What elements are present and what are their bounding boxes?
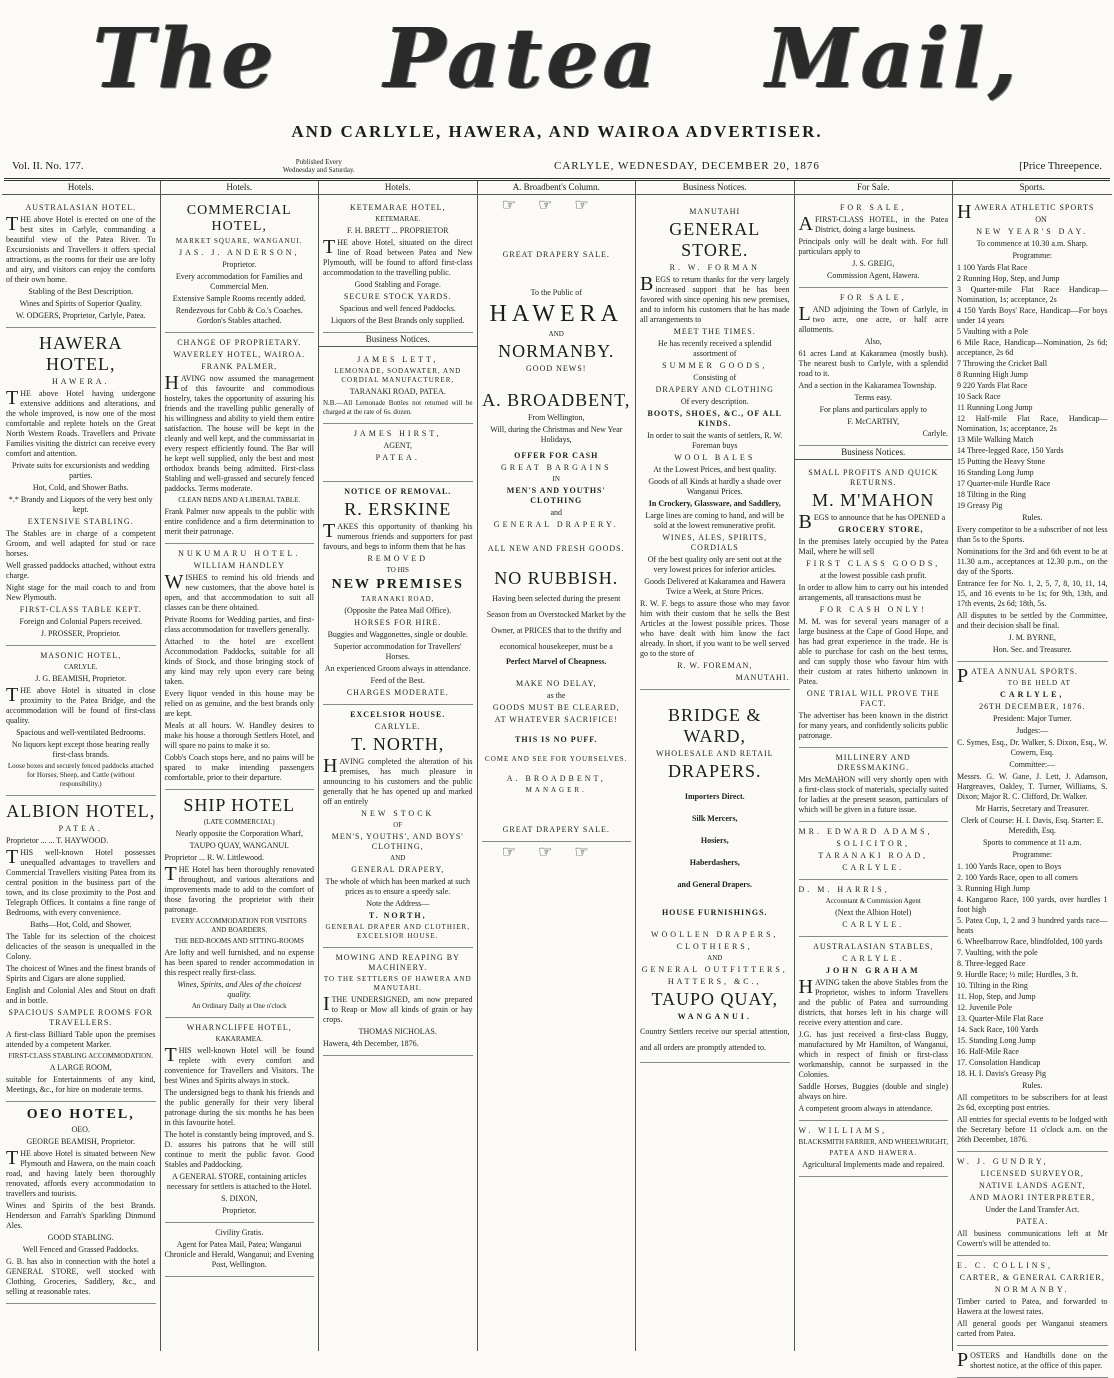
programme-item: 10. Tilting in the Ring	[957, 981, 1028, 990]
advert-williams-blacksmith: W. WILLIAMS, BLACKSMITH FARRIER, AND WHEELWRIGHT, PATEA AND HAWERA. Agricultural Implements made and repaired.	[799, 1121, 949, 1177]
programme-item: 13. Quarter-Mile Flat Race	[957, 1014, 1044, 1023]
column-subheading: Business Notices.	[319, 333, 477, 347]
advert-oeo-hotel: OEO HOTEL, OEO. GEORGE BEAMISH, Proprietor. THE above Hotel is situated between New Plymouth and Hawera, on the main coach road, and having lately been thoroughly renovated, affords every accommodation to travellers and tourists. Wines and Spirits of the best Brands. Henderson and Farrah's Sparkling Dinmond Ales. GOOD STABLING. Well Fenced and Grassed Paddocks. G. B. has also in connection with the hotel a GENERAL STORE, well stocked with Clothing, Groceries, Saddlery, &c., and selling at reasonable rates.	[6, 1102, 156, 1304]
column-4	[478, 181, 637, 1351]
advert-patea-sports: PATEA ANNUAL SPORTS. TO BE HELD AT CARLYLE, 26TH DECEMBER, 1876. President: Major Turner. Judges:— C. Symes, Esq., Dr. Walker, S. Dixon, Esq., W. Cowern, Esq. Committee:— Messrs. G. W. Gane, J. Lett, J. Adamson, Hargreaves, Oakley, T. Turner, Williams, S. Dixon; Major R. C. Clifford, Dr. Walker. Mr Harris, Secretary and Treasurer. Clerk of Course: H. I. Davis, Esq. Starter: E. Meredith, Esq. Sports to commence at 11 a.m. Programme: 1. 100 Yards Race, open to Boys 2. 100 Yards Race, open to all comers 3. Running High Jump 4. Kangaroo Race, 100 yards, over hurdles 1 foot high 5. Patea Cup, 1, 2 and 3 hundred yards race—heats 6. Wheelbarrow Race, blindfolded, 100 yards 7. Vaulting, with the pole 8. Three-legged Race 9. Hurdle Race; ½ mile; Hurdles, 3 ft. 10. Tilting in the Ring 11. Hop, Step, and Jump 12. Juvenile Pole 13. Quarter-Mile Flat Race 14. Sack Race, 100 Yards 15. Standing Long Jump 16. Half-Mile Race 17. Consolation Handicap 18. H. I. Davis's Greasy Pig Rules. All competitors to be subscribers for at least 2s 6d, excepting post entries. All entries for special events to be lodged with the Secretary before 11 o'clock a.m. on the 26th December, 1876.	[957, 662, 1108, 1152]
advert-australasian-stables: AUSTRALASIAN STABLES, CARLYLE. JOHN GRAHAM HAVING taken the above Stables from the Proprietor, wishes to inform Travellers and the public of Patea and surrounding districts, that horses left in his charge will receive every attention and care. J.G. has just received a first-class Buggy, manufactured by Mr Hamilton, of Wanganui, which in respect of finish or first-class workmanship, cannot be surpassed in the Colonies. Saddle Horses, Buggies (double and single) always on hire. A competent groom always in attendance.	[799, 937, 949, 1121]
programme-item: 1. 100 Yards Race, open to Boys	[957, 862, 1062, 871]
volume-number: Vol. II. No. 177.	[12, 160, 84, 172]
programme-item: 15 Putting the Heavy Stone	[957, 457, 1045, 466]
advert-broadbent: GREAT DRAPERY SALE. To the Public of HAWERA AND NORMANBY. GOOD NEWS! A. BROADBENT, From Wellington, Will, during the Christmas and New Year Holidays, OFFER FOR CASH GREAT BARGAINS IN MEN'S AND YOUTHS' CLOTHING and GENERAL DRAPERY. ALL NEW AND FRESH GOODS. NO RUBBISH. Having been selected during the present Season from an Overstocked Market by the Owner, at PRICES that to the thrifty and economical housekeeper, must be a Perfect Marvel of Cheapness. MAKE NO DELAY, as the GOODS MUST BE CLEARED, AT WHATEVER SACRIFICE! THIS IS NO PUFF. COME AND SEE FOR YOURSELVES. A. BROADBENT, MANAGER. GREAT DRAPERY SALE.	[482, 217, 632, 842]
patea-programme-list	[957, 862, 1108, 1079]
advert-hotel-for-sale: FOR SALE, AFIRST-CLASS HOTEL, in the Patea District, doing a large business. Principals only will be dealt with. For full particulars apply to J. S. GREIG, Commission Agent, Hawera.	[799, 198, 949, 288]
programme-item: 3 Quarter-mile Flat Race Handicap—Nomination, 1s; acceptance, 2s	[957, 285, 1108, 304]
advert-ship-hotel: SHIP HOTEL (LATE COMMERCIAL) Nearly opposite the Corporation Wharf, TAUPO QUAY, WANGANUI. Proprietor ... R. W. Littlewood. THE Hotel has been thoroughly renovated throughout, and various alterations and improvements made to add to the comfort of those favoring the proprietor with their patronage. EVERY ACCOMMODATION FOR VISITORS AND BOARDERS. THE BED-ROOMS AND SITTING-ROOMS Are lofty and well furnished, and no expense has been spared to render accommodation in this respect really first-class. Wines, Spirits, and Ales of the choicest quality. An Ordinary Daily at One o'clock	[165, 790, 315, 1018]
programme-item: 17. Consolation Handicap	[957, 1058, 1041, 1067]
advert-bridge-and-ward: BRIDGE & WARD, WHOLESALE AND RETAIL DRAPERS. Importers Direct. Silk Mercers, Hosiers, Haberdashers, and General Drapers. HOUSE FURNISHINGS. WOOLLEN DRAPERS, CLOTHIERS, AND GENERAL OUTFITTERS, HATTERS, &C., TAUPO QUAY, WANGANUI. Country Settlers receive our special attention, and all orders are promptly attended to.	[640, 690, 790, 1063]
publication-schedule: Published Every Wednesday and Saturday.	[282, 158, 355, 174]
column-heading: Business Notices.	[636, 181, 794, 195]
programme-item: 6 Mile Race, Handicap—Nomination, 2s 6d; acceptance, 2s 6d	[957, 338, 1108, 357]
column-5	[636, 181, 795, 1351]
programme-item: 18. H. I. Davis's Greasy Pig	[957, 1069, 1046, 1078]
programme-item: 14 Three-legged Race, 150 Yards	[957, 446, 1064, 455]
advert-albion-hotel: ALBION HOTEL, PATEA. Proprietor ... ... T. HAYWOOD. THIS well-known Hotel possesses unequalled advantages to travellers and Commercial Travellers visiting Patea from its central position in the business part of the town, and its close proximity to the Post and Telegraph Offices. It contains a fine range of Bedrooms, with every convenience. Baths—Hot, Cold, and Shower. The Table for its selection of the choicest delicacies of the season is unequalled in the Colony. The choicest of Wines and the finest brands of Spirits and Cigars are alone supplied. English and Colonial Ales and Stout on draft and in bottle. SPACIOUS SAMPLE ROOMS FOR TRAVELLERS. A first-class Billiard Table upon the premises attended by a competent Marker. FIRST-CLASS STABLING ACCOMMODATION. A LARGE ROOM, suitable for Entertainments of any kind, Meetings, &c., for hire on moderate terms.	[6, 796, 156, 1102]
column-heading: Hotels.	[319, 181, 477, 195]
programme-item: 2 Running Hop, Step, and Jump	[957, 274, 1060, 283]
advert-collins-carrier: E. C. COLLINS, CARTER, & GENERAL CARRIER, NORMANBY. Timber carted to Patea, and forwarded to Hawera at the lowest rates. All general goods per Wanganui steamers carted from Patea.	[957, 1256, 1108, 1346]
masthead-word-1: The	[93, 11, 278, 107]
programme-item: 14. Sack Race, 100 Yards	[957, 1025, 1039, 1034]
advert-civility-gratis: Civility Gratis. Agent for Patea Mail, Patea; Wanganui Chronicle and Herald, Wanganui; and Evening Post, Wellington.	[165, 1223, 315, 1277]
programme-item: 18 Tilting in the Ring	[957, 490, 1026, 499]
advert-notice-of-removal: NOTICE OF REMOVAL. R. ERSKINE TAKES this opportunity of thanking his numerous friends and supporters for past favours, and begs to inform them that he has REMOVED TO HIS NEW PREMISES TARANAKI ROAD, (Opposite the Patea Mail Office). HORSES FOR HIRE. Buggies and Waggonettes, single or double. Superior accommodation for Travellers' Horses. An experienced Groom always in attendance. Feed of the Best. CHARGES MODERATE.	[323, 482, 473, 705]
dateline	[0, 152, 1114, 178]
advert-commercial-hotel: COMMERCIAL HOTEL, MARKET SQUARE, WANGANUI. JAS. J. ANDERSON, Proprietor. Every accommodation for Families and Commercial Men. Extensive Sample Rooms recently added. Rendezvous for Cobb & Co.'s Coaches. Gordon's Stables attached.	[165, 198, 315, 333]
advert-waverley-hotel: CHANGE OF PROPRIETARY. WAVERLEY HOTEL, WAIROA. FRANK PALMER, HAVING now assumed the management of this favourite and commodious hostelry, takes the opportunity of assuring his friends and the travelling public generally of his willingness and ability to yield them entire satisfaction. The house will be kept in the cleanly and well kept, and the commissariat in every respect efficiently found. The Bar will be kept well supplied, only the best and most orthodox brands being admitted. First-class Stabling and well-grassed and securely fenced paddocks. Terms moderate. CLEAN BEDS AND A LIBERAL TABLE. Frank Palmer now appeals to the public with entire confidence and a firm determination to merit their patronage.	[165, 333, 315, 544]
programme-item: 9 220 Yards Flat Race	[957, 381, 1028, 390]
hand-pointer-ornament-bottom: ☞☞☞	[501, 844, 611, 861]
advert-mmahon-grocery: SMALL PROFITS AND QUICK RETURNS. M. M'MAHON BEGS to announce that he has OPENED a GROCERY STORE, In the premises lately occupied by the Patea Mail, where he will sell FIRST CLASS GOODS, at the lowest possible cash profit. In order to allow him to carry out his intended arrangements, all transactions must be FOR CASH ONLY! M. M. was for several years manager of a large business at the Cape of Good Hope, and has had great experience in the trade. He is able to purchase for cash on the best terms, and can supply those who favour him with their custom at rates hitherto unknown in Patea. ONE TRIAL WILL PROVE THE FACT. The advertiser has been known in the district for many years, and confidently solicits public patronage.	[799, 463, 949, 748]
programme-item: 12. Juvenile Pole	[957, 1003, 1012, 1012]
column-1	[2, 181, 161, 1351]
programme-item: 9. Hurdle Race; ½ mile; Hurdles, 3 ft.	[957, 970, 1079, 979]
programme-item: 11 Running Long Jump	[957, 403, 1033, 412]
advert-australasian-hotel: AUSTRALASIAN HOTEL. THE above Hotel is erected on one of the best sites in Carlyle, commanding a beautiful view of the Patea River. To Excursionists and Travellers it offers special attractions, as the rooms for their use are lofty and airy, and visitors can enjoy the comforts of their own home. Stabling of the Best Description. Wines and Spirits of Superior Quality. W. ODGERS, Proprietor, Carlyle, Patea.	[6, 198, 156, 328]
programme-item: 8 Running High Jump	[957, 370, 1028, 379]
column-subheading: Business Notices.	[795, 446, 953, 460]
programme-item: 5. Patea Cup, 1, 2 and 3 hundred yards race—heats	[957, 916, 1108, 935]
column-7	[953, 181, 1112, 1371]
advert-hawera-hotel: HAWERA HOTEL, HAWERA. THE above Hotel having undergone extensive additions and alterations, and the whole improved, is now one of the most comfortable and replete hotels on the Great North Western Roads. Travellers and Private Families visiting the district can receive every comfort and attention. Private suits for excursionists and wedding parties. Hot, Cold, and Shower Baths. *.* Brandy and Liquors of the very best only kept. EXTENSIVE STABLING. The Stables are in charge of a competent Groom, and well adapted for stud or race horses. Well grassed paddocks attached, without extra charge. Night stage for the mail coach to and from New Plymouth. FIRST-CLASS TABLE KEPT. Foreign and Colonial Papers received. J. PROSSER, Proprietor.	[6, 328, 156, 646]
column-heading: For Sale.	[795, 181, 953, 195]
columns	[0, 181, 1114, 1371]
advert-ketemarae-hotel: KETEMARAE HOTEL, KETEMARAE. F. H. BRETT ... PROPRIETOR THE above Hotel, situated on the direct line of Road between Patea and New Plymouth, will be found to afford first-class accommodation to the travelling public. Good Stabling and Forage. SECURE STOCK YARDS. Spacious and well fenced Paddocks. Liquors of the Best Brands only supplied.	[323, 198, 473, 333]
programme-item: 15. Standing Long Jump	[957, 1036, 1036, 1045]
column-3	[319, 181, 478, 1351]
advert-masonic-hotel: MASONIC HOTEL, CARLYLE. J. G. BEAMISH, Proprietor. THE above Hotel is situated in close proximity to the Patea Bridge, and the accommodation will be found of first-class quality. Spacious and well-ventilated Bedrooms. No liquors kept except those bearing really first-class brands. Loose boxes and securely fenced paddocks attached for Horses, Sheep, and Cattle (without responsibility.)	[6, 646, 156, 796]
programme-item: 1 100 Yards Flat Race	[957, 263, 1028, 272]
advert-manutahi-store: MANUTAHI GENERAL STORE. R. W. FORMAN BEGS to return thanks for the very largely increased support that he has been favored with since opening his new premises, and to inform his customers that he has made all arrangements to MEET THE TIMES. He has recently received a splendid assortment of SUMMER GOODS, Consisting of DRAPERY AND CLOTHING Of every description. BOOTS, SHOES, &C., OF ALL KINDS. In order to suit the wants of settlers, R. W. Foreman buys WOOL BALES At the Lowest Prices, and best quality. Goods of all Kinds at hardly a shade over Wanganui Prices. In Crockery, Glassware, and Saddlery, Large lines are coming to hand, and will be sold at the lowest remunerative profit. WINES, ALES, SPIRITS, CORDIALS Of the best quality only are sent out at the very lowest prices for inferior articles. Goods Delivered at Kakaramea and Hawera Twice a Week, at Store Prices. R. W. F. begs to assure those who may favor him with their custom that he sells the Best Articles at the lowest possible prices. Those who have dealt with him know the fact already. In short, if you want to be well served go to the store of R. W. FOREMAN, MANUTAHI.	[640, 198, 790, 690]
programme-item: 6. Wheelbarrow Race, blindfolded, 100 yards	[957, 937, 1103, 946]
advert-harris: D. M. HARRIS, Accountant & Commission Agent (Next the Albion Hotel) CARLYLE.	[799, 880, 949, 937]
advert-land-for-sale: FOR SALE, LAND adjoining the Town of Carlyle, in two acre, one acre, or half acre allotments. Also, 61 acres Land at Kakaramea (mostly bush). The nearest bush to Carlyle, with a splendid road to it. And a section in the Kakaramea Township. Terms easy. For plans and particulars apply to F. McCARTHY, Carlyle.	[799, 288, 949, 446]
programme-item: 3. Running High Jump	[957, 884, 1030, 893]
advert-hawera-sports: HAWERA ATHLETIC SPORTS ON NEW YEAR'S DAY. To commence at 10.30 a.m. Sharp. Programme: 1 100 Yards Flat Race 2 Running Hop, Step, and Jump 3 Quarter-mile Flat Race Handicap—Nomination, 1s; acceptance, 2s 4 150 Yards Boys' Race, Handicap—For boys under 14 years 5 Vaulting with a Pole 6 Mile Race, Handicap—Nomination, 2s 6d; acceptance, 2s 6d 7 Throwing the Cricket Ball 8 Running High Jump 9 220 Yards Flat Race 10 Sack Race 11 Running Long Jump 12 Half-mile Flat Race, Handicap—Nomination, 1s; acceptance, 2s 13 Mile Walking Match 14 Three-legged Race, 150 Yards 15 Putting the Heavy Stone 16 Standing Long Jump 17 Quarter-mile Hurdle Race 18 Tilting in the Ring 19 Greasy Pig Rules. Every competitor to be a subscriber of not less than 5s to the Sports. Nominations for the 3rd and 6th event to be at 11.30 a.m., acceptances at 12.30 p.m., on the day of the Sports. Entrance fee for No. 1, 2, 5, 7, 8, 10, 11, 14, 15, and 16 events to be 1s; for 9th, 13th, and 17th events, 2s 6d; 18th, 5s. All disputes to be settled by the Committee, and their decision shall be final. J. M. BYRNE, Hon. Sec. and Treasurer.	[957, 198, 1108, 662]
hand-pointer-ornament: ☞☞☞	[501, 197, 611, 214]
programme-item: 17 Quarter-mile Hurdle Race	[957, 479, 1051, 488]
column-heading: Sports.	[953, 181, 1112, 195]
programme-item: 7. Vaulting, with the pole	[957, 948, 1038, 957]
issue-date: CARLYLE, WEDNESDAY, DECEMBER 20, 1876	[554, 160, 820, 172]
programme-item: 13 Mile Walking Match	[957, 435, 1034, 444]
advert-excelsior-house: EXCELSIOR HOUSE. CARLYLE. T. NORTH, HAVING completed the alteration of his premises, has much pleasure in announcing to his customers and the public generally that he has opened up and marked off an entirely NEW STOCK OF MEN'S, YOUTHS', AND BOYS' CLOTHING, AND GENERAL DRAPERY, The whole of which has been marked at such prices as to ensure a speedy sale. Note the Address— T. NORTH, GENERAL DRAPER AND CLOTHIER, EXCELSIOR HOUSE.	[323, 705, 473, 948]
advert-james-hirst: JAMES HIRST, AGENT, PATEA.	[323, 424, 473, 482]
masthead-word-2: Patea	[384, 11, 660, 107]
programme-item: 7 Throwing the Cricket Ball	[957, 359, 1048, 368]
column-heading: Hotels.	[161, 181, 319, 195]
programme-item: 16 Standing Long Jump	[957, 468, 1034, 477]
advert-wharncliffe-hotel: WHARNCLIFFE HOTEL, KAKARAMEA. THIS well-known Hotel will be found replete with every comfort and convenience for Travellers and Visitors. The best Wines and Spirits always in stock. The undersigned begs to thank his friends and the public generally for their very liberal patronage during the six months he has been in this favourite hotel. The hotel is constantly being improved, and S. D. assures his patrons that he will still continue to merit the public favor. Good Stables and Paddocking. A GENERAL STORE, containing articles necessary for settlers is attached to the Hotel. S. DIXON, Proprietor.	[165, 1018, 315, 1223]
advert-mowing-and-reaping: MOWING AND REAPING BY MACHINERY. TO THE SETTLERS OF HAWERA AND MANUTAHI. ITHE UNDERSIGNED, am now prepared to Reap or Mow all kinds of grain or hay crops. THOMAS NICHOLAS. Hawera, 4th December, 1876.	[323, 948, 473, 1056]
programme-item: 10 Sack Race	[957, 392, 1001, 401]
column-6	[795, 181, 954, 1351]
programme-item: 8. Three-legged Race	[957, 959, 1026, 968]
programme-item: 2. 100 Yards Race, open to all comers	[957, 873, 1078, 882]
programme-item: 4 150 Yards Boys' Race, Handicap—For boys under 14 years	[957, 306, 1108, 325]
advert-nukumaru-hotel: NUKUMARU HOTEL. WILLIAM HANDLEY WISHES to remind his old friends and new customers, that the above hotel is open, and that accommodation to suit all classes can be there obtained. Private Rooms for Wedding parties, and first-class accommodation for travellers generally. Attached to the hotel are excellent Accommodation Paddocks, suitable for all kinds of Stock, and those bringing stock of any kind may rely upon every care being taken. Every liquor vended in this house may be relied on as genuine, and the best brands only are kept. Meals at all hours. W. Handley desires to make his house a thorough Settlers Hotel, and will spare no pains to make it so. Cobb's Coach stops here, and no pains will be spared to make intending passengers comfortable, prior to their departure.	[165, 544, 315, 790]
programme-item: 11. Hop, Step, and Jump	[957, 992, 1036, 1001]
masthead-word-3: Mail,	[766, 11, 1021, 107]
advert-gundry-surveyor: W. J. GUNDRY, LICENSED SURVEYOR, NATIVE LANDS AGENT, AND MAORI INTERPRETER, Under the Land Transfer Act. PATEA. All business communications left at Mr Cowern's will be attended to.	[957, 1152, 1108, 1256]
advert-millinery: MILLINERY AND DRESSMAKING. Mrs McMAHON will very shortly open with a first-class stock of materials, specially suited for ladies at the present season, particulars of which will be given in a future issue.	[799, 748, 949, 822]
advert-edward-adams: MR. EDWARD ADAMS, SOLICITOR, TARANAKI ROAD, CARLYLE.	[799, 822, 949, 880]
advert-james-lett: JAMES LETT, LEMONADE, SODAWATER, AND CORDIAL MANUFACTURER, TARANAKI ROAD, PATEA. N.B.—All Lemonade Bottles not returned will be charged at the rate of 6s. dozen.	[323, 350, 473, 424]
column-heading: Hotels.	[2, 181, 160, 195]
programme-item: 19 Greasy Pig	[957, 501, 1003, 510]
programme-item: 5 Vaulting with a Pole	[957, 327, 1028, 336]
column-heading: A. Broadbent's Column.	[478, 181, 636, 195]
price: [Price Threepence.	[1019, 160, 1102, 172]
hawera-programme-list	[957, 263, 1108, 511]
column-2	[161, 181, 320, 1351]
advert-posters: POSTERS and Handbills done on the shortest notice, at the office of this paper.	[957, 1346, 1108, 1378]
masthead-subtitle: AND CARLYLE, HAWERA, AND WAIROA ADVERTISER.	[291, 122, 823, 141]
masthead	[0, 0, 1114, 118]
programme-item: 4. Kangaroo Race, 100 yards, over hurdles 1 foot high	[957, 895, 1108, 914]
programme-item: 16. Half-Mile Race	[957, 1047, 1019, 1056]
programme-item: 12 Half-mile Flat Race, Handicap—Nomination, 1s; acceptance, 2s	[957, 414, 1108, 433]
